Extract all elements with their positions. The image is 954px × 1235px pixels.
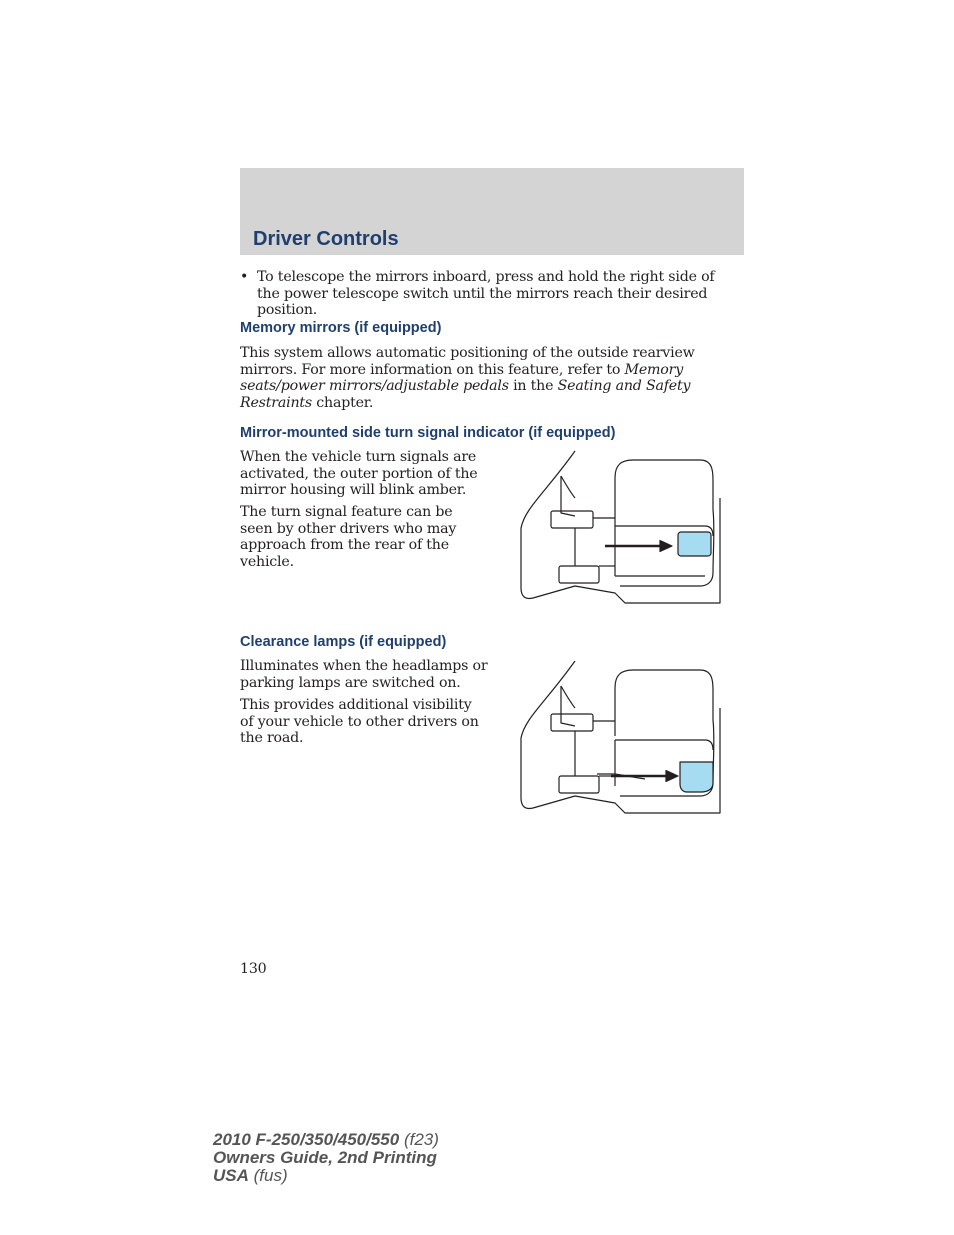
bullet-item [240, 269, 740, 319]
footer-model-code: (f23) [399, 1130, 439, 1149]
footer-model: 2010 F-250/350/450/550 [213, 1130, 400, 1149]
turn-signal-paragraph-2: The turn signal feature can be seen by other drivers who may approach from the rear of the vehicle. [240, 504, 457, 570]
clearance-paragraph-1: Illuminates when the headlamps or parking lamps are switched on. [240, 658, 488, 691]
memory-ref-link-2: Seating and Safety Restraints [240, 378, 691, 411]
bullet-dot-icon: • [240, 269, 249, 285]
bullet-text: To telescope the mirrors inboard, press and hold the right side of the power telescope switch until the mirrors reach their desired position. [257, 269, 715, 318]
chapter-title: Driver Controls [253, 228, 399, 250]
chapter-header-band [240, 168, 744, 255]
memory-mirrors-paragraph [240, 345, 744, 411]
footer-market-code: (fus) [248, 1166, 288, 1185]
section-heading-clearance-lamps: Clearance lamps (if equipped) [240, 634, 447, 650]
memory-ref-link-1: Memory seats/power mirrors/adjustable pedals [240, 361, 684, 394]
turn-signal-mirror-illustration [515, 448, 727, 608]
document-footer [213, 1131, 439, 1185]
footer-market: USA [213, 1166, 249, 1185]
memory-text-start: This system allows automatic positioning of the outside rearview mirrors. For more information on this feature, refer to [240, 345, 695, 378]
clearance-lamp-mirror-illustration [515, 658, 727, 818]
memory-text-end: chapter. [311, 394, 374, 411]
footer-line-3 [213, 1167, 439, 1185]
footer-line-2: Owners Guide, 2nd Printing [213, 1148, 437, 1167]
section-heading-memory-mirrors: Memory mirrors (if equipped) [240, 320, 442, 336]
footer-line-1 [213, 1131, 439, 1149]
memory-text-mid: in the [508, 378, 558, 394]
page-number: 130 [240, 961, 267, 977]
clearance-paragraph-2: This provides additional visibility of your vehicle to other drivers on the road. [240, 697, 479, 746]
turn-signal-paragraph-1: When the vehicle turn signals are activated, the outer portion of the mirror housing will blink amber. [240, 449, 478, 498]
section-heading-turn-signal: Mirror-mounted side turn signal indicator (if equipped) [240, 425, 616, 441]
